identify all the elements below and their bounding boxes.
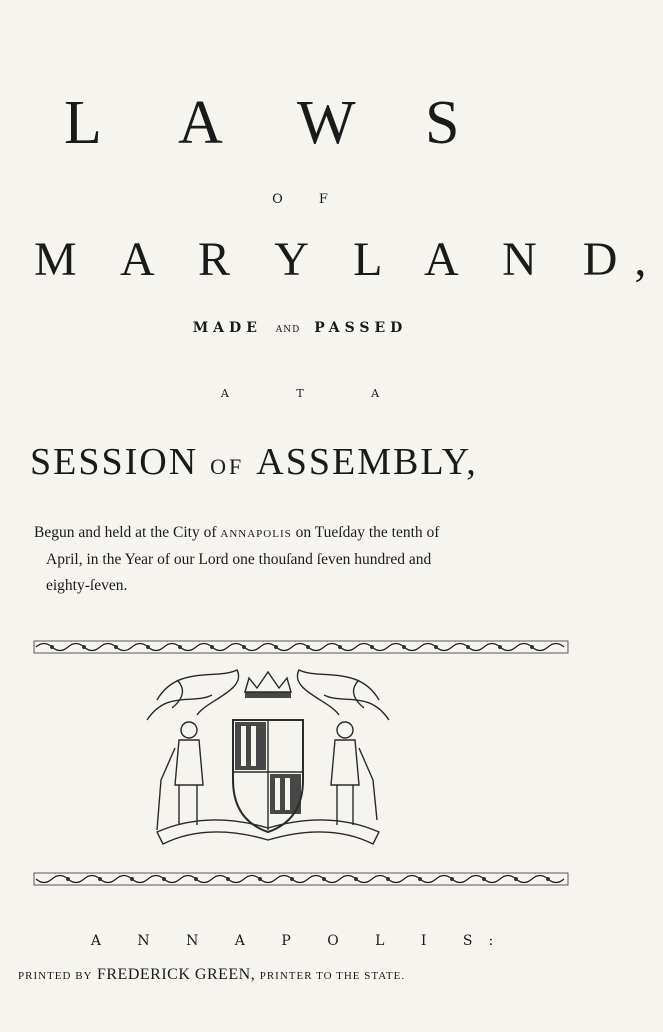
made-and-passed	[0, 320, 600, 336]
passed-word: PASSED	[314, 320, 408, 336]
printer-name: FREDERICK GREEN,	[96, 966, 256, 983]
imprint-line	[18, 966, 405, 984]
begun-line3: eighty-ſeven.	[46, 577, 128, 594]
and-word: AND	[275, 325, 301, 335]
session-of-assembly	[30, 440, 478, 484]
title-letter-s: S	[425, 89, 460, 157]
printed-by: PRINTED BY	[18, 970, 93, 982]
state-name: M A R Y L A N D,	[34, 233, 663, 286]
begun-line1a: Begun and held at the City of	[34, 524, 221, 541]
title-letter-a: A	[178, 89, 223, 157]
maryland-coat-of-arms	[137, 660, 399, 860]
ornamental-border-top	[34, 640, 568, 654]
city-annapolis: ANNAPOLIS	[220, 528, 292, 540]
session-of-word: OF	[210, 454, 245, 479]
printer-title: PRINTER TO THE STATE.	[259, 970, 406, 982]
begun-line1b: on Tueſday the tenth of	[291, 524, 440, 541]
at-a-line: A T A	[220, 387, 412, 400]
title-letter-w: W	[297, 89, 356, 157]
session-word: SESSION	[30, 441, 199, 483]
imprint-city: A N N A P O L I S:	[90, 933, 510, 949]
begun-line2: April, in the Year of our Lord one thouſand ſeven hundred and	[46, 551, 432, 568]
title-letter-l: L	[64, 89, 102, 157]
session-description	[34, 520, 574, 599]
ornamental-border-bottom	[34, 872, 568, 886]
made-word: MADE	[192, 320, 262, 336]
assembly-word: ASSEMBLY,	[256, 441, 478, 483]
of-word: O F	[272, 192, 344, 207]
